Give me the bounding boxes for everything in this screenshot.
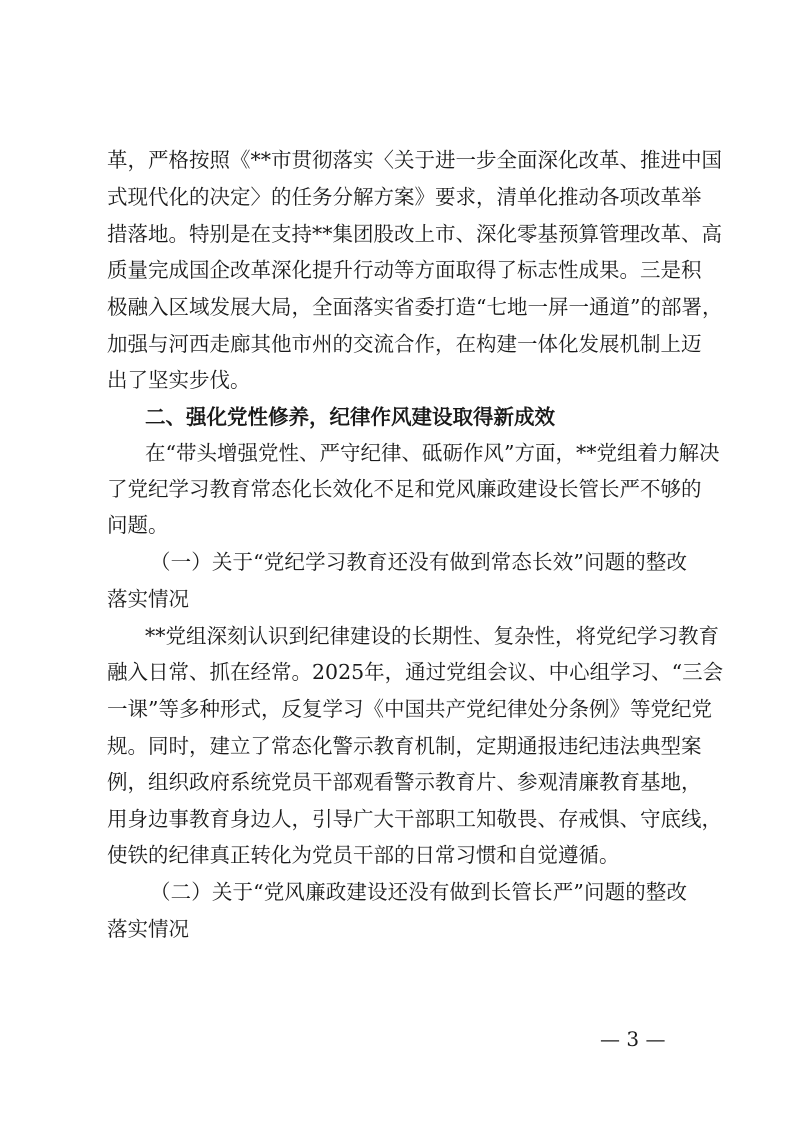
- subsection-heading: 落实情况: [107, 587, 189, 611]
- subsection-heading: （二）关于“党风廉政建设还没有做到长管长严”问题的整改: [150, 880, 687, 904]
- body-text-line: **党组深刻认识到纪律建设的长期性、复杂性，将党纪学习教育: [145, 624, 719, 648]
- body-text-line: 用身边事教育身边人，引导广大干部职工知敬畏、存戒惧、守底线，: [107, 807, 722, 831]
- body-text-line: 使铁的纪律真正转化为党员干部的日常习惯和自觉遵循。: [107, 843, 620, 867]
- body-text-line: 例，组织政府系统党员干部观看警示教育片、参观清廉教育基地，: [107, 770, 702, 794]
- body-text-line: 了党纪学习教育常态化长效化不足和党风廉政建设长管长严不够的: [107, 477, 702, 501]
- subsection-heading: 落实情况: [107, 917, 189, 941]
- body-text-line: 出了坚实步伐。: [107, 368, 251, 392]
- body-text-line: 在“带头增强党性、严守纪律、砥砺作风”方面，**党组着力解决: [145, 441, 720, 465]
- body-text-line: 融入日常、抓在经常。2025年，通过党组会议、中心组学习、“三会: [107, 660, 724, 684]
- body-text-line: 问题。: [107, 513, 169, 537]
- body-text-line: 极融入区域发展大局，全面落实省委打造“七地一屏一通道”的部署，: [107, 295, 723, 319]
- section-heading: 二、强化党性修养，纪律作风建设取得新成效: [145, 405, 555, 429]
- body-text-line: 加强与河西走廊其他市州的交流合作，在构建一体化发展机制上迈: [107, 332, 702, 356]
- body-text-line: 质量完成国企改革深化提升行动等方面取得了标志性成果。三是积: [107, 258, 702, 282]
- body-text-line: 措落地。特别是在支持**集团股改上市、深化零基预算管理改革、高: [107, 222, 722, 246]
- body-text-line: 革，严格按照《**市贯彻落实〈关于进一步全面深化改革、推进中国: [107, 148, 722, 172]
- body-text-line: 式现代化的决定〉的任务分解方案》要求，清单化推动各项改革举: [107, 185, 702, 209]
- body-text-line: 一课”等多种形式，反复学习《中国共产党纪律处分条例》等党纪党: [107, 697, 712, 721]
- subsection-heading: （一）关于“党纪学习教育还没有做到常态长效”问题的整改: [150, 550, 687, 574]
- body-text-line: 规。同时，建立了常态化警示教育机制，定期通报违纪违法典型案: [107, 734, 702, 758]
- page-number: — 3 —: [600, 1027, 666, 1051]
